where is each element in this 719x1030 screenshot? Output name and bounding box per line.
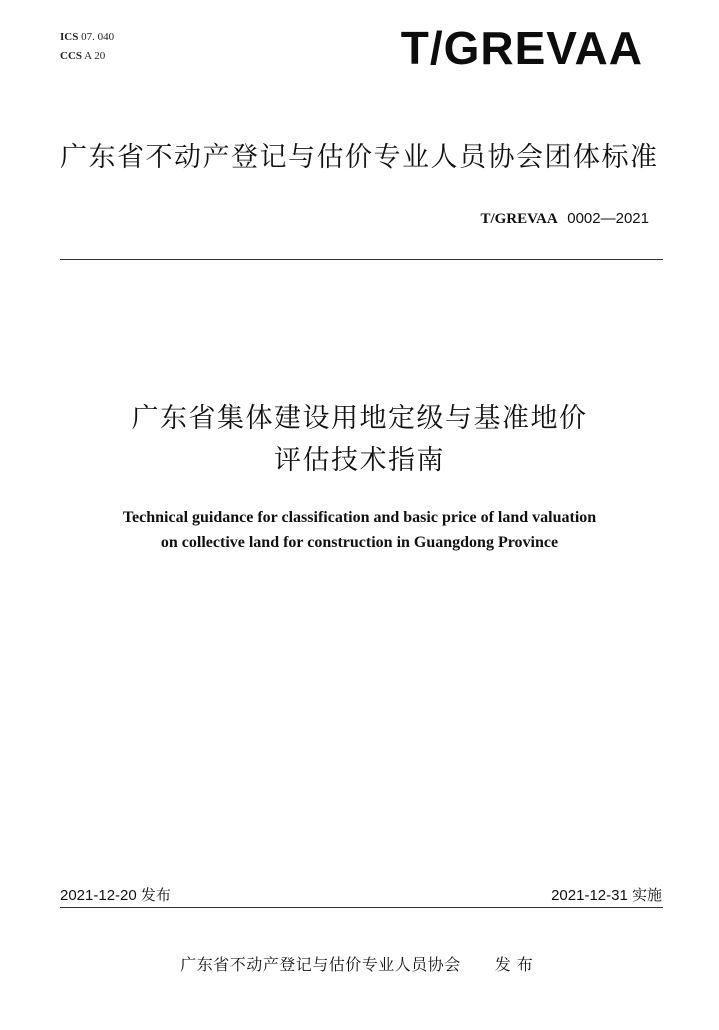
ccs-code (60, 50, 105, 63)
ccs-label: CCS (60, 50, 83, 62)
implement-date-label: 实施 (631, 886, 662, 904)
organization-title: 广东省不动产登记与估价专业人员协会团体标准 (60, 142, 659, 173)
brand-logo-text: T/GREVAA (400, 22, 643, 74)
standard-code (480, 208, 649, 229)
standard-code-number: 0002—2021 (567, 210, 649, 227)
document-title-line-2: 评估技术指南 (274, 445, 445, 476)
ics-code (60, 31, 114, 44)
document-title-line-1: 广东省集体建设用地定级与基准地价 (131, 403, 588, 434)
ics-label: ICS (60, 31, 79, 43)
publisher (0, 953, 719, 977)
issue-date-label: 发布 (140, 886, 171, 904)
issue-date (60, 885, 171, 906)
standard-code-prefix: T/GREVAA (480, 211, 558, 227)
implement-date (551, 885, 662, 906)
publisher-action: 发布 (494, 955, 539, 974)
ccs-value: A 20 (84, 50, 106, 62)
implement-date-value: 2021-12-31 (551, 887, 628, 904)
english-title-line-1: Technical guidance for classification and basic price of land valuation (122, 509, 597, 526)
ics-value: 07. 040 (81, 31, 115, 43)
bottom-divider (60, 907, 663, 908)
publisher-name: 广东省不动产登记与估价专业人员协会 (180, 955, 461, 974)
top-divider (60, 259, 663, 260)
english-title-line-2: on collective land for construction in Guangdong Province (160, 534, 559, 551)
issue-date-value: 2021-12-20 (60, 887, 137, 904)
